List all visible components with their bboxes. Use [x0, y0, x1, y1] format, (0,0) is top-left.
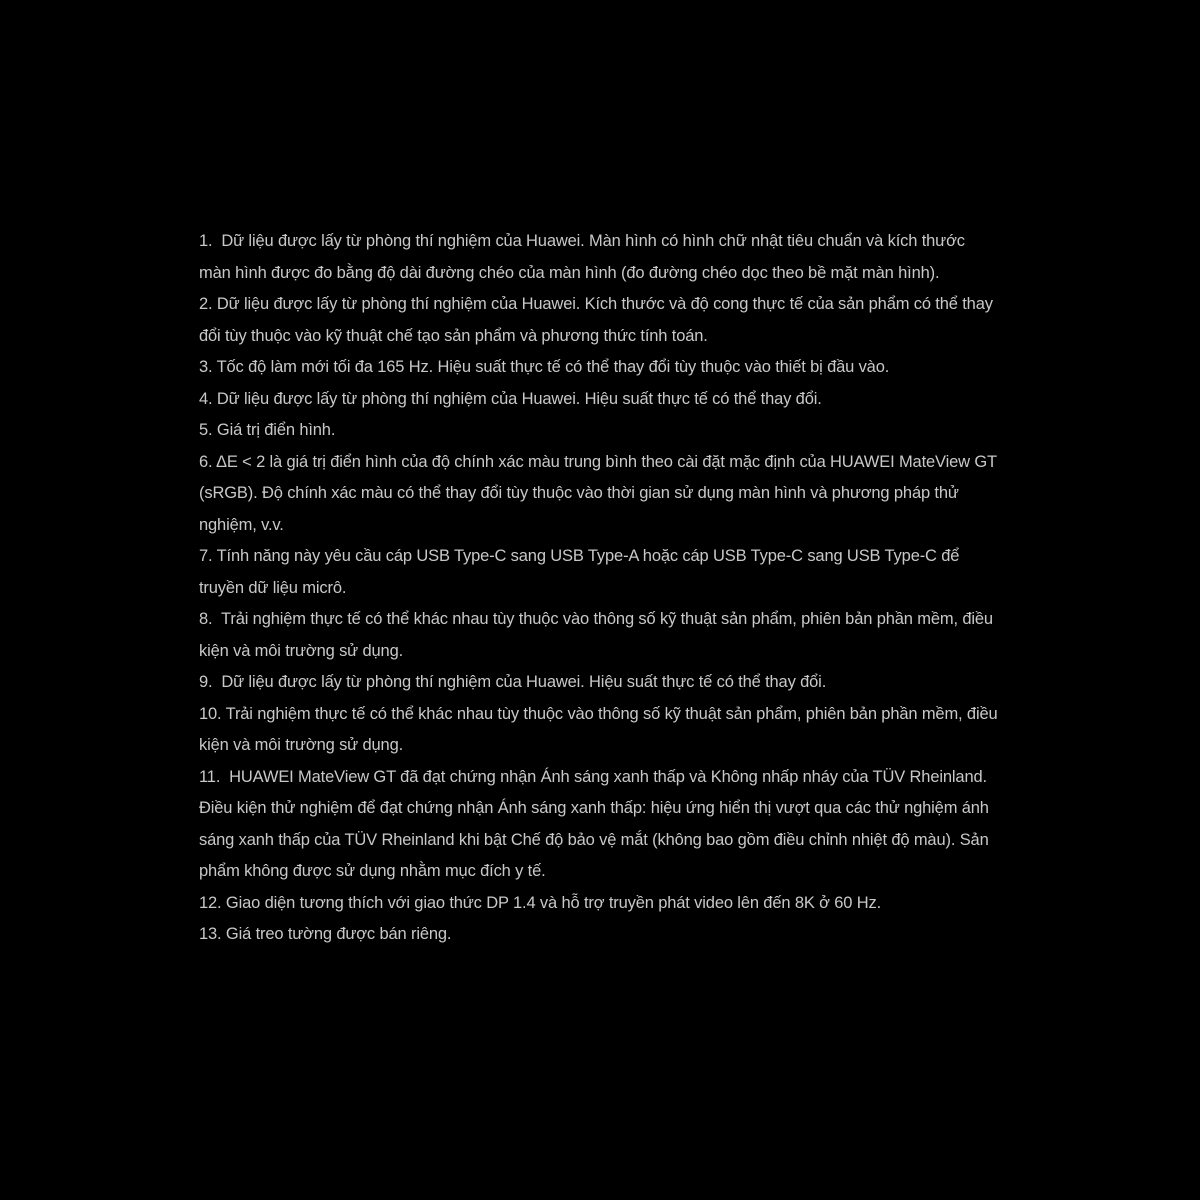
footnote-10: 10. Trải nghiệm thực tế có thể khác nhau tùy thuộc vào thông số kỹ thuật sản phẩm, phiên bản phần mềm, điều kiện và môi trường sử dụng.	[199, 704, 1002, 754]
footnote-3: 3. Tốc độ làm mới tối đa 165 Hz. Hiệu suất thực tế có thể thay đổi tùy thuộc vào thiết bị đầu vào.	[199, 358, 890, 376]
footnote-1: 1. Dữ liệu được lấy từ phòng thí nghiệm của Huawei. Màn hình có hình chữ nhật tiêu chuẩn và kích thước màn hình được đo bằng độ dài đường chéo của màn hình (đo đường chéo dọc theo bề mặt màn hình).	[199, 232, 970, 282]
footnote-5: 5. Giá trị điển hình.	[199, 421, 336, 439]
footnote-11: 11. HUAWEI MateView GT đã đạt chứng nhận Ánh sáng xanh thấp và Không nhấp nháy của TÜV Rheinland. Điều kiện thử nghiệm để đạt chứng nhận Ánh sáng xanh thấp: hiệu ứng hiển thị vượt qua các thử nghiệm ánh sáng xanh thấp của TÜV Rheinland khi bật Chế độ bảo vệ mắt (không bao gồm điều chỉnh nhiệt độ màu). Sản phẩm không được sử dụng nhằm mục đích y tế.	[199, 767, 994, 880]
footnote-7: 7. Tính năng này yêu cầu cáp USB Type-C sang USB Type-A hoặc cáp USB Type-C sang USB Type-C để truyền dữ liệu micrô.	[199, 547, 964, 597]
footnote-13: 13. Giá treo tường được bán riêng.	[199, 925, 452, 943]
footnotes-list	[199, 226, 1002, 951]
footnote-9: 9. Dữ liệu được lấy từ phòng thí nghiệm của Huawei. Hiệu suất thực tế có thể thay đổi.	[199, 673, 827, 691]
footnote-12: 12. Giao diện tương thích với giao thức DP 1.4 và hỗ trợ truyền phát video lên đến 8K ở 60 Hz.	[199, 893, 882, 912]
footnote-6: 6. ΔE < 2 là giá trị điển hình của độ chính xác màu trung bình theo cài đặt mặc định của HUAWEI MateView GT (sRGB). Độ chính xác màu có thể thay đổi tùy thuộc vào thời gian sử dụng màn hình và phương pháp thử nghiệm, v.v.	[199, 452, 1002, 534]
footnote-8: 8. Trải nghiệm thực tế có thể khác nhau tùy thuộc vào thông số kỹ thuật sản phẩm, phiên bản phần mềm, điều kiện và môi trường sử dụng.	[199, 610, 998, 660]
footnote-4: 4. Dữ liệu được lấy từ phòng thí nghiệm của Huawei. Hiệu suất thực tế có thể thay đổi.	[199, 389, 822, 408]
footnote-2: 2. Dữ liệu được lấy từ phòng thí nghiệm của Huawei. Kích thước và độ cong thực tế của sản phẩm có thể thay đổi tùy thuộc vào kỹ thuật chế tạo sản phẩm và phương thức tính toán.	[199, 295, 998, 345]
